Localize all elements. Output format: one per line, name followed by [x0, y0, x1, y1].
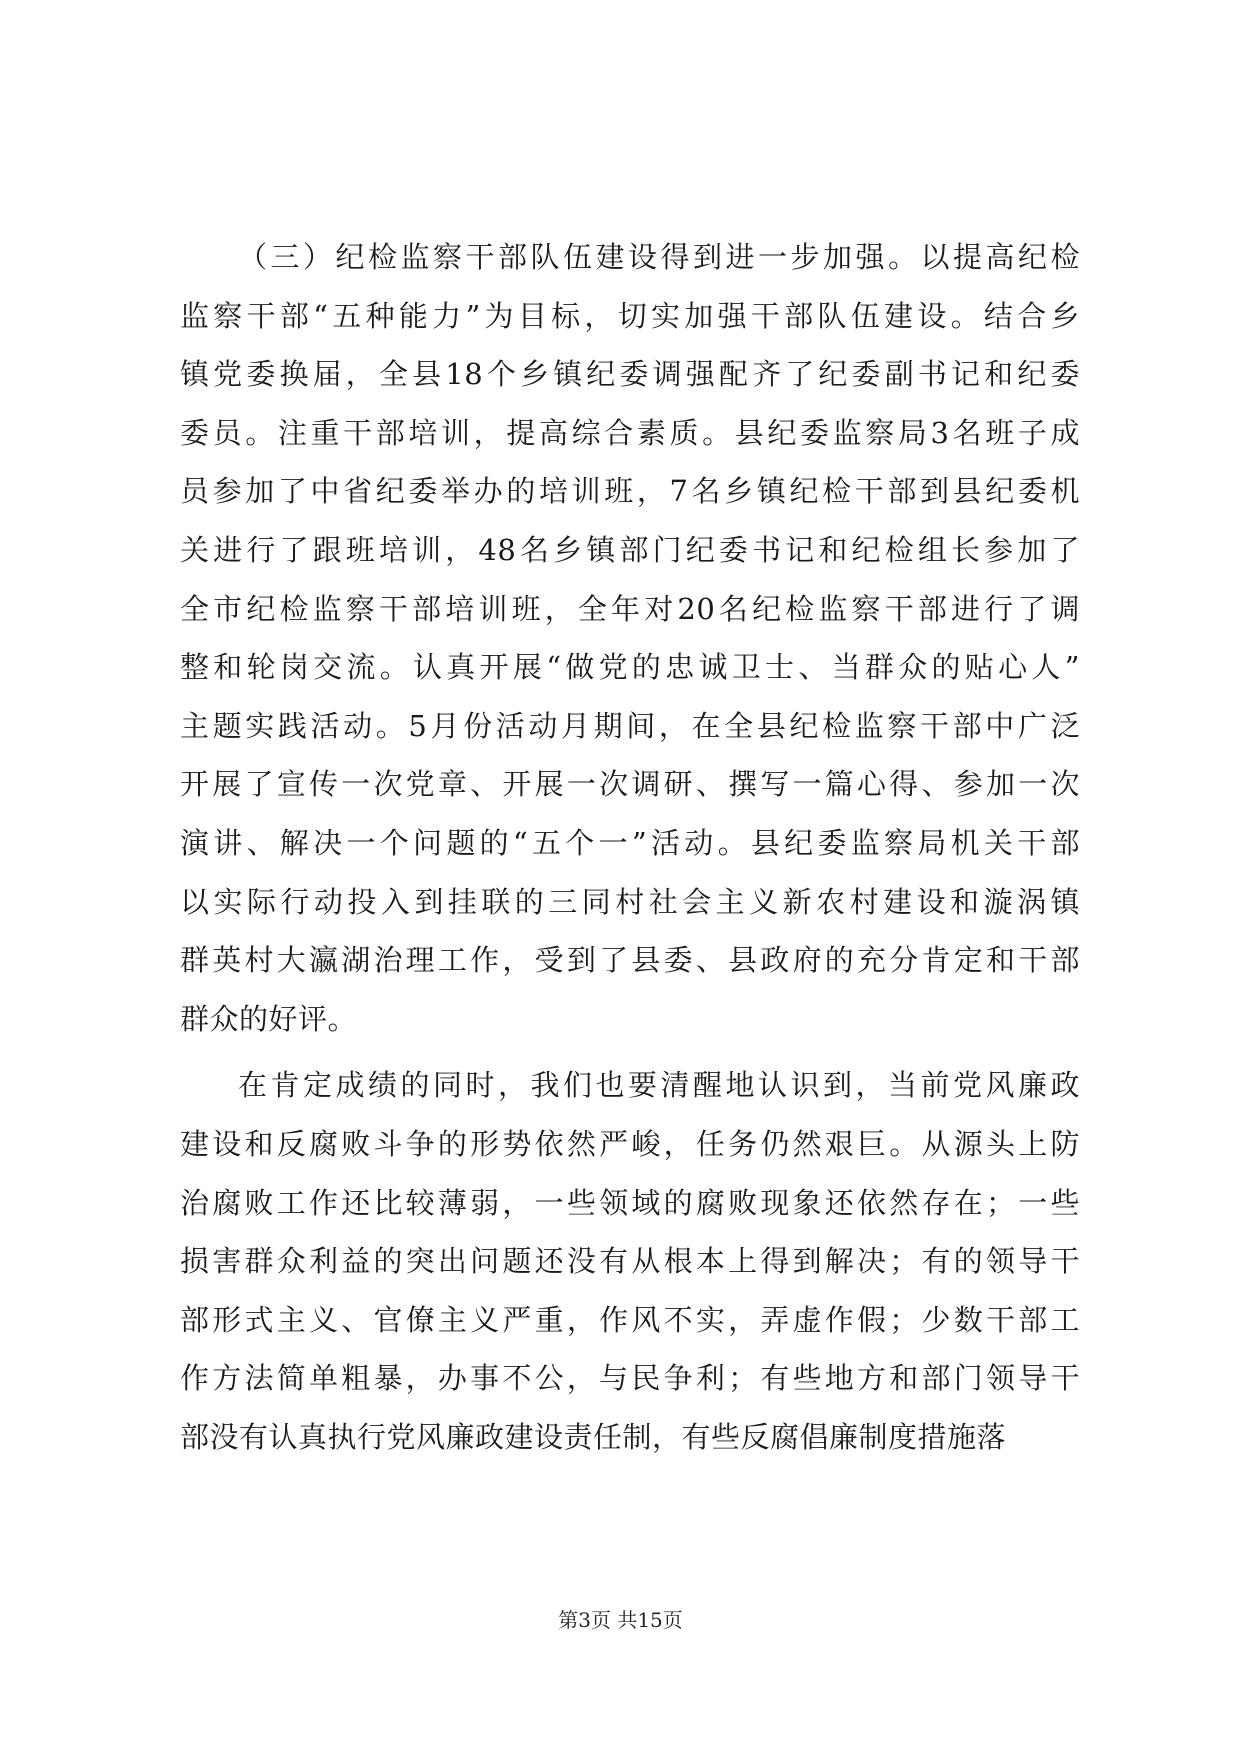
text-line: 损害群众利益的突出问题还没有从根本上得到解决；有的领导干	[180, 1244, 1080, 1279]
text-line: 建设和反腐败斗争的形势依然严峻，任务仍然艰巨。从源头上防	[180, 1126, 1080, 1161]
document-body	[180, 228, 1080, 1466]
paragraph-cadre-team-building	[180, 228, 1080, 1048]
page-footer	[0, 1604, 1241, 1633]
text-line: 关进行了跟班培训，48名乡镇部门纪委书记和纪检组长参加了	[180, 532, 1080, 567]
text-line: 群众的好评。	[180, 1001, 358, 1036]
page-number: 第3页 共15页	[558, 1608, 683, 1632]
text-line: （三）纪检监察干部队伍建设得到进一步加强。以提高纪检	[238, 240, 1080, 274]
text-line: 演讲、解决一个问题的“五个一”活动。县纪委监察局机关干部	[180, 825, 1080, 860]
text-line: 群英村大瀛湖治理工作，受到了县委、县政府的充分肯定和干部	[180, 943, 1080, 978]
text-line: 委员。注重干部培训，提高综合素质。县纪委监察局3名班子成	[180, 415, 1080, 450]
text-line: 治腐败工作还比较薄弱，一些领域的腐败现象还依然存在；一些	[180, 1185, 1080, 1220]
text-line: 以实际行动投入到挂联的三同村社会主义新农村建设和漩涡镇	[180, 884, 1080, 919]
text-line: 部没有认真执行党风廉政建设责任制，有些反腐倡廉制度措施落	[180, 1419, 1007, 1454]
text-line: 开展了宣传一次党章、开展一次调研、撰写一篇心得、参加一次	[180, 767, 1080, 802]
paragraph-current-situation	[180, 1056, 1080, 1466]
text-line: 整和轮岗交流。认真开展“做党的忠诚卫士、当群众的贴心人”	[180, 650, 1080, 685]
text-line: 员参加了中省纪委举办的培训班，7名乡镇纪检干部到县纪委机	[180, 474, 1080, 509]
text-line: 主题实践活动。5月份活动月期间，在全县纪检监察干部中广泛	[180, 708, 1080, 743]
text-line: 作方法简单粗暴，办事不公，与民争利；有些地方和部门领导干	[180, 1361, 1080, 1396]
text-line: 部形式主义、官僚主义严重，作风不实，弄虚作假；少数干部工	[180, 1302, 1080, 1337]
text-line: 全市纪检监察干部培训班，全年对20名纪检监察干部进行了调	[180, 591, 1080, 626]
text-line: 在肯定成绩的同时，我们也要清醒地认识到，当前党风廉政	[238, 1068, 1080, 1103]
text-line: 镇党委换届，全县18个乡镇纪委调强配齐了纪委副书记和纪委	[180, 357, 1080, 392]
text-line: 监察干部“五种能力”为目标，切实加强干部队伍建设。结合乡	[180, 298, 1080, 333]
